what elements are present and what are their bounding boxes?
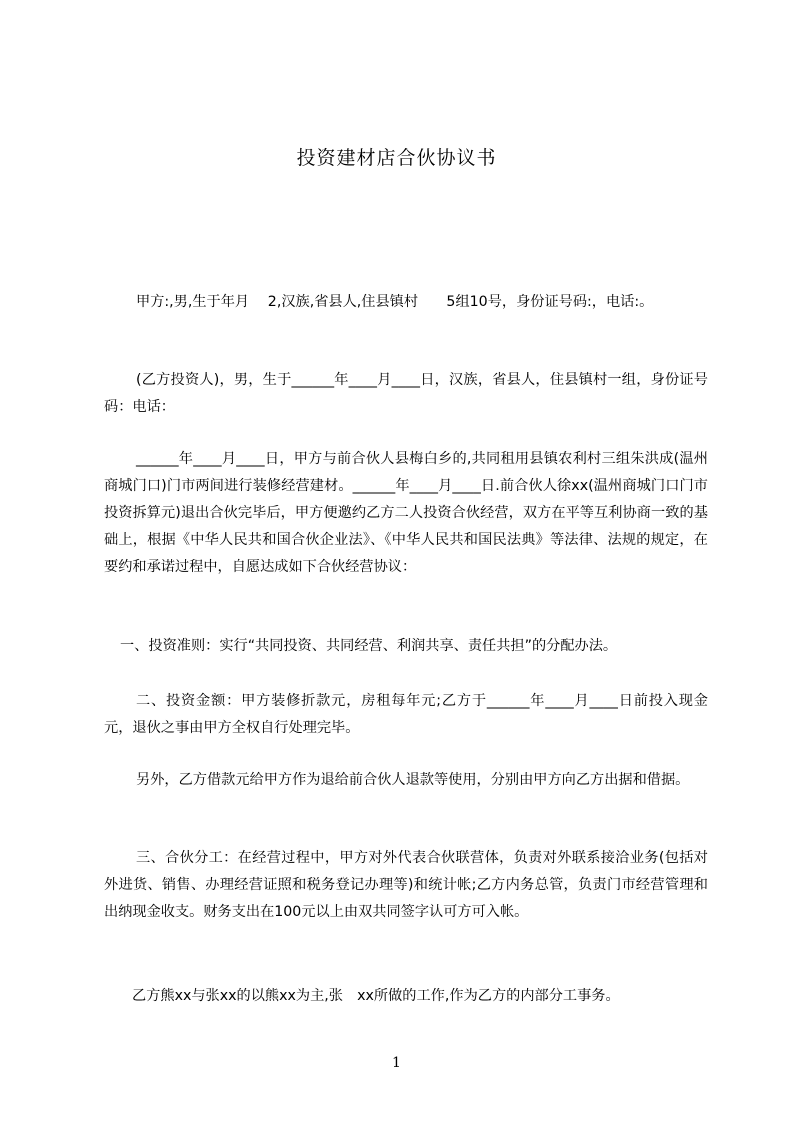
paragraph-party-b: (乙方投资人)，男，生于______年____月____日，汉族，省县人，住县镇村一组，身份证号码：电话： (104, 372, 708, 415)
paragraph-investment-amount: 二、投资金额：甲方装修折款元，房租每年元;乙方于______年____月____日前投入现金元，退伙之事由甲方全权自行处理完毕。 (104, 693, 708, 736)
paragraph-investment-principle: 一、投资准则：实行“共同投资、共同经营、利润共享、责任共担”的分配办法。 (120, 638, 618, 654)
paragraph-party-a: 甲方:,男,生于年月 2,汉族,省县人,住县镇村 5组10号，身份证号码:，电话:。 (136, 294, 654, 310)
paragraph-division-of-work: 三、合伙分工：在经营过程中，甲方对外代表合伙联营体，负责对外联系接洽业务(包括对外进货、销售、办理经营证照和税务登记办理等)和统计帐;乙方内务总管，负责门市经营管理和出纳现金收支。财务支出在100元以上由双共同签字认可方可入帐。 (104, 850, 708, 920)
paragraph-internal-division: 乙方熊xx与张xx的以熊xx为主,张 xx所做的工作,作为乙方的内部分工事务。 (132, 988, 620, 1004)
page-number: 1 (392, 1055, 401, 1071)
paragraph-background: ______年____月____日，甲方与前合伙人县梅白乡的,共同租用县镇农利村三组朱洪成(温州商城门口)门市两间进行装修经营建材。______年____月____日.前合伙人徐xx(温州商城门口门市投资拆算元)退出合伙完毕后，甲方便邀约乙方二人投资合伙经营，双方在平等互利协商一致的基础上，根据《中华人民共和国合伙企业法》、《中华人民共和国民法典》等法律、法规的规定，在要约和承诺过程中，自愿达成如下合伙经营协议： (104, 451, 708, 575)
document-title: 投资建材店合伙协议书 (296, 147, 497, 169)
paragraph-loan: 另外，乙方借款元给甲方作为退给前合伙人退款等使用，分别由甲方向乙方出据和借据。 (136, 772, 690, 788)
